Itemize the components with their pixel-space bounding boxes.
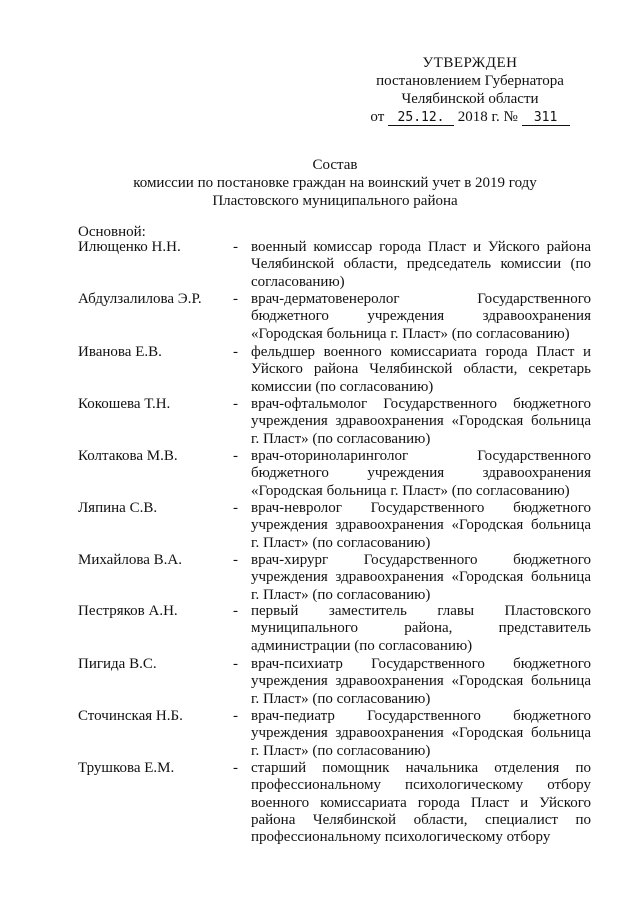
member-position: врач-хирург Государственного бюджетного учреждения здравоохранения «Городская больница г. Пласт» (по согласованию) <box>251 552 591 603</box>
heading-title: Состав <box>312 157 358 173</box>
member-position: врач-педиатр Государственного бюджетного учреждения здравоохранения «Городская больница г. Пласт» (по согласованию) <box>251 708 591 759</box>
dash: - <box>233 344 238 360</box>
member-name: Трушкова Е.М. <box>78 760 175 776</box>
member-position: первый заместитель главы Пластовского муниципального района, представитель администрации (по согласованию) <box>251 603 591 654</box>
member-position: врач-психиатр Государственного бюджетного учреждения здравоохранения «Городская больница г. Пласт» (по согласованию) <box>251 656 591 707</box>
approval-number: 311 <box>522 111 570 126</box>
member-name: Колтакова М.В. <box>78 448 178 464</box>
dash: - <box>233 603 238 619</box>
member-name: Кокошева Т.Н. <box>78 396 171 412</box>
dash: - <box>233 448 238 464</box>
dash: - <box>233 500 238 516</box>
section-label: Основной: <box>78 224 146 240</box>
approval-title: УТВЕРЖДЕН <box>422 55 518 71</box>
member-position: фельдшер военного комиссариата города Пласт и Уйского района Челябинской области, секретарь комиссии (по согласованию) <box>251 344 591 395</box>
heading-district: Пластовского муниципального района <box>212 193 458 209</box>
member-position: военный комиссар города Пласт и Уйского района Челябинской области, председатель комиссии (по согласованию) <box>251 239 591 290</box>
member-position: врач-невролог Государственного бюджетного учреждения здравоохранения «Городская больница г. Пласт» (по согласованию) <box>251 500 591 551</box>
dash: - <box>233 239 238 255</box>
member-name: Иванова Е.В. <box>78 344 162 360</box>
member-name: Михайлова В.А. <box>78 552 182 568</box>
member-name: Ляпина С.В. <box>78 500 158 516</box>
approval-date: 25.12. <box>388 111 454 126</box>
member-position: врач-оториноларинголог Государственного бюджетного учреждения здравоохранения «Городская больница г. Пласт» (по согласованию) <box>251 448 591 499</box>
dash: - <box>233 396 238 412</box>
dash: - <box>233 708 238 724</box>
member-position: врач-дерматовенеролог Государственного бюджетного учреждения здравоохранения «Городская больница г. Пласт» (по согласованию) <box>251 291 591 342</box>
dash: - <box>233 656 238 672</box>
dash: - <box>233 552 238 568</box>
approval-line-2: Челябинской области <box>401 91 539 107</box>
dash: - <box>233 291 238 307</box>
member-name: Абдулзалилова Э.Р. <box>78 291 202 307</box>
approval-date-line <box>360 108 580 126</box>
member-name: Сточинская Н.Б. <box>78 708 183 724</box>
member-position: старший помощник начальника отделения по профессиональному психологическому отбору военного комиссариата города Пласт и Уйского района Челябинской области, специалист по профессиональному психологическому отбору <box>251 760 591 846</box>
member-name: Пестряков А.Н. <box>78 603 178 619</box>
document-heading <box>100 156 570 210</box>
member-position: врач-офтальмолог Государственного бюджетного учреждения здравоохранения «Городская больница г. Пласт» (по согласованию) <box>251 396 591 447</box>
year-suffix: 2018 г. № <box>457 109 518 125</box>
member-name: Пигида В.С. <box>78 656 157 672</box>
date-prefix: от <box>370 109 385 125</box>
heading-subtitle: комиссии по постановке граждан на воинский учет в 2019 году <box>133 175 537 191</box>
approval-stamp <box>360 54 580 126</box>
dash: - <box>233 760 238 776</box>
member-name: Илющенко Н.Н. <box>78 239 181 255</box>
approval-line-1: постановлением Губернатора <box>376 73 564 89</box>
